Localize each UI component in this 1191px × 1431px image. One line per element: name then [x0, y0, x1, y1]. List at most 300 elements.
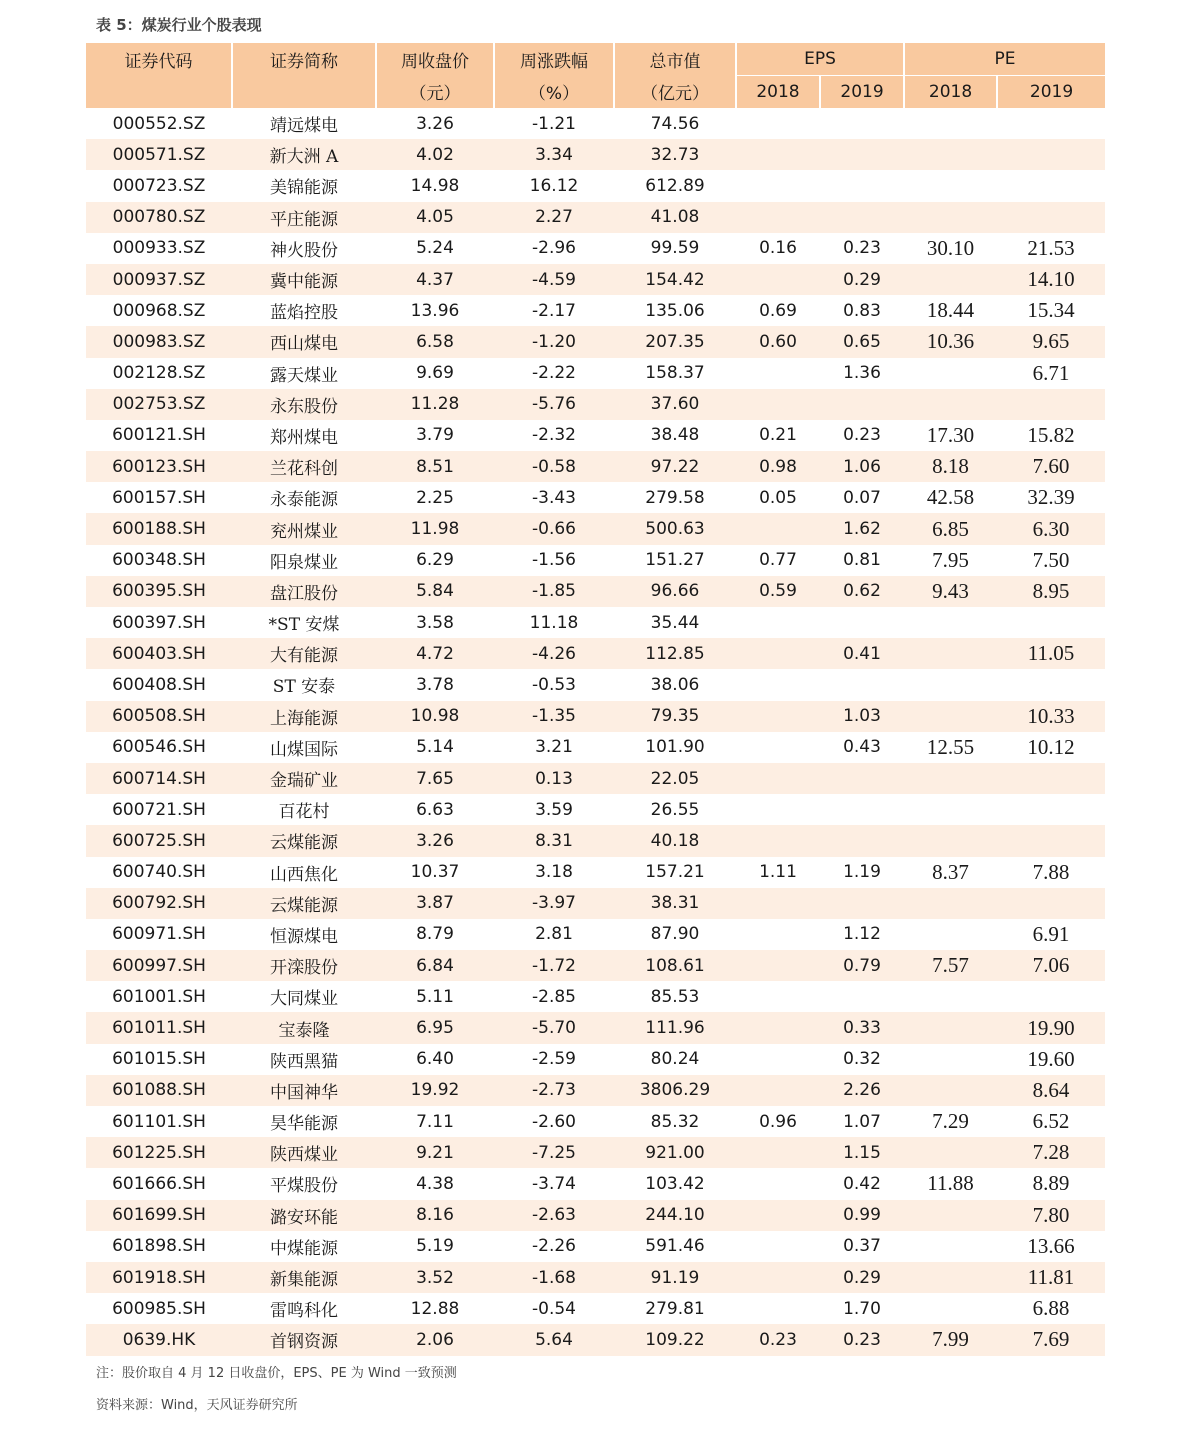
- table-row: [86, 513, 1105, 544]
- cell-pe-2019: 13.66: [1027, 1233, 1075, 1258]
- cell-name: 西山煤电: [232, 326, 376, 357]
- cell-eps-2019: [820, 669, 904, 700]
- cell-close: 6.84: [376, 950, 494, 981]
- header-pe-2018: 2018: [904, 76, 997, 109]
- table-row: [86, 264, 1105, 295]
- cell-mktcap: 87.90: [650, 924, 700, 945]
- cell-name: 美锦能源: [270, 178, 338, 199]
- cell-close: 14.98: [410, 175, 460, 196]
- cell-pe-2018: [904, 1012, 997, 1043]
- cell-close: 5.19: [416, 1236, 454, 1257]
- cell-code: 000968.SZ: [112, 300, 206, 321]
- cell-eps-2019: 1.70: [843, 1298, 881, 1319]
- cell-code: 600714.SH: [86, 763, 232, 794]
- cell-name: 郑州煤电: [270, 427, 338, 448]
- table-row: [86, 1262, 1105, 1293]
- cell-change: -5.76: [494, 389, 614, 420]
- cell-eps-2019: 1.12: [843, 924, 881, 945]
- cell-eps-2019: 0.29: [820, 264, 904, 295]
- header-pe-2019: 2019: [997, 76, 1105, 109]
- cell-pe-2019: 15.34: [1027, 298, 1075, 323]
- cell-eps-2018: 0.16: [759, 238, 797, 259]
- cell-pe-2019: 7.06: [997, 950, 1105, 981]
- cell-name: *ST 安煤: [268, 615, 340, 636]
- table-row: [86, 295, 1105, 326]
- cell-mktcap: 591.46: [645, 1236, 705, 1257]
- cell-eps-2018: [736, 1231, 820, 1262]
- cell-eps-2019: [820, 202, 904, 233]
- cell-name: 开滦股份: [232, 950, 376, 981]
- cell-name: 云煤能源: [232, 825, 376, 856]
- cell-close: 5.14: [416, 737, 454, 758]
- cell-close: 10.98: [376, 701, 494, 732]
- cell-name: 山西焦化: [270, 864, 338, 885]
- cell-mktcap: 157.21: [645, 862, 705, 883]
- cell-pe-2019: 19.90: [997, 1012, 1105, 1043]
- cell-change: -1.68: [494, 1262, 614, 1293]
- cell-change: -3.97: [494, 888, 614, 919]
- cell-close: 2.06: [376, 1324, 494, 1355]
- cell-close: 4.72: [376, 638, 494, 669]
- cell-eps-2019: [820, 389, 904, 420]
- cell-code: 600348.SH: [112, 550, 206, 571]
- cell-code: 600546.SH: [112, 737, 206, 758]
- cell-pe-2018: 9.43: [904, 576, 997, 607]
- cell-pe-2019: 32.39: [1027, 485, 1075, 510]
- cell-code: 000723.SZ: [112, 175, 206, 196]
- cell-code: 600985.SH: [112, 1298, 206, 1319]
- cell-eps-2018: [736, 1044, 820, 1075]
- cell-eps-2018: [736, 1200, 820, 1231]
- header-mktcap: 总市值: [614, 43, 736, 76]
- cell-eps-2019: [820, 763, 904, 794]
- cell-change: -1.85: [494, 576, 614, 607]
- cell-pe-2018: [904, 170, 997, 201]
- cell-close: 3.58: [416, 612, 454, 633]
- cell-close: 4.37: [376, 264, 494, 295]
- coal-stock-table: [86, 43, 1105, 1356]
- cell-pe-2019: 8.95: [997, 576, 1105, 607]
- cell-name: 陕西煤业: [232, 1137, 376, 1168]
- cell-pe-2019: [997, 981, 1105, 1012]
- cell-eps-2018: 0.21: [759, 425, 797, 446]
- cell-change: 3.21: [535, 737, 573, 758]
- cell-pe-2019: 10.12: [1027, 734, 1075, 759]
- cell-code: 601225.SH: [86, 1137, 232, 1168]
- cell-eps-2019: 0.99: [820, 1200, 904, 1231]
- table-row: [86, 139, 1105, 170]
- cell-code: 002753.SZ: [86, 389, 232, 420]
- cell-mktcap: 279.58: [645, 487, 705, 508]
- cell-pe-2018: 10.36: [904, 326, 997, 357]
- cell-change: -2.63: [494, 1200, 614, 1231]
- table-row: [86, 1044, 1105, 1075]
- table-row: [86, 1231, 1105, 1262]
- cell-name: 新大洲 A: [232, 139, 376, 170]
- cell-mktcap: 38.31: [614, 888, 736, 919]
- cell-pe-2018: 8.37: [932, 859, 969, 884]
- cell-name: 云煤能源: [232, 888, 376, 919]
- cell-mktcap: 158.37: [645, 363, 705, 384]
- cell-name: 盘江股份: [232, 576, 376, 607]
- cell-code: 601011.SH: [86, 1012, 232, 1043]
- cell-close: 6.95: [376, 1012, 494, 1043]
- cell-pe-2019: [997, 170, 1105, 201]
- cell-eps-2019: 1.06: [820, 451, 904, 482]
- cell-mktcap: 612.89: [645, 175, 705, 196]
- cell-close: 3.52: [376, 1262, 494, 1293]
- cell-code: 601088.SH: [86, 1075, 232, 1106]
- cell-code: 600408.SH: [112, 674, 206, 695]
- cell-eps-2018: [736, 1075, 820, 1106]
- cell-code: 600157.SH: [112, 487, 206, 508]
- cell-eps-2018: [736, 358, 820, 389]
- cell-eps-2019: 0.79: [820, 950, 904, 981]
- cell-mktcap: 151.27: [645, 550, 705, 571]
- cell-pe-2018: 7.95: [932, 547, 969, 572]
- cell-eps-2018: 0.96: [759, 1111, 797, 1132]
- cell-change: 2.27: [494, 202, 614, 233]
- cell-eps-2019: 0.81: [843, 550, 881, 571]
- cell-pe-2018: [904, 139, 997, 170]
- cell-eps-2019: [820, 825, 904, 856]
- cell-close: 6.63: [416, 799, 454, 820]
- cell-eps-2018: 0.77: [759, 550, 797, 571]
- cell-pe-2018: 17.30: [926, 422, 975, 447]
- cell-mktcap: 40.18: [614, 825, 736, 856]
- table-caption: 表 5：煤炭行业个股表现: [96, 16, 262, 34]
- cell-eps-2018: [736, 389, 820, 420]
- cell-name: 潞安环能: [232, 1200, 376, 1231]
- cell-eps-2018: [736, 202, 820, 233]
- cell-pe-2018: [904, 701, 997, 732]
- cell-eps-2018: [736, 513, 820, 544]
- cell-change: -7.25: [494, 1137, 614, 1168]
- cell-close: 5.84: [376, 576, 494, 607]
- cell-code: 601898.SH: [112, 1236, 206, 1257]
- cell-change: -2.59: [532, 1049, 576, 1070]
- table-row: [86, 451, 1105, 482]
- cell-name: 中煤能源: [270, 1238, 338, 1259]
- cell-mktcap: 135.06: [645, 300, 705, 321]
- table-row: [86, 202, 1105, 233]
- cell-name: 蓝焰控股: [270, 303, 338, 324]
- cell-mktcap: 97.22: [614, 451, 736, 482]
- table-row: [86, 1200, 1105, 1231]
- cell-pe-2019: [997, 669, 1105, 700]
- cell-pe-2019: 15.82: [1027, 422, 1075, 447]
- cell-close: 5.24: [416, 238, 454, 259]
- cell-name: 金瑞矿业: [232, 763, 376, 794]
- cell-close: 3.26: [416, 113, 454, 134]
- cell-eps-2019: [820, 794, 904, 825]
- cell-mktcap: 26.55: [650, 799, 700, 820]
- cell-close: 8.79: [416, 924, 454, 945]
- cell-change: -2.73: [494, 1075, 614, 1106]
- cell-code: 600792.SH: [86, 888, 232, 919]
- cell-change: -0.66: [494, 513, 614, 544]
- cell-code: 600188.SH: [86, 513, 232, 544]
- table-row: [86, 763, 1105, 794]
- cell-mktcap: 80.24: [650, 1049, 700, 1070]
- table-row: [86, 857, 1105, 888]
- cell-name: 神火股份: [270, 240, 338, 261]
- header-code: 证券代码: [86, 43, 232, 76]
- cell-mktcap: 921.00: [614, 1137, 736, 1168]
- cell-pe-2019: 11.05: [997, 638, 1105, 669]
- table-row: [86, 638, 1105, 669]
- cell-eps-2019: 0.23: [843, 238, 881, 259]
- cell-eps-2019: [820, 888, 904, 919]
- cell-eps-2018: 0.69: [759, 300, 797, 321]
- cell-pe-2019: [997, 888, 1105, 919]
- cell-name: 宝泰隆: [232, 1012, 376, 1043]
- cell-eps-2019: [820, 170, 904, 201]
- header-eps-2019: 2019: [820, 76, 904, 109]
- cell-eps-2019: 0.07: [843, 487, 881, 508]
- cell-name: 百花村: [278, 802, 330, 823]
- header-change: 周涨跌幅: [494, 43, 614, 76]
- cell-eps-2019: 0.43: [843, 737, 881, 758]
- cell-name: 雷鸣科化: [270, 1301, 338, 1322]
- cell-eps-2018: [736, 1293, 820, 1324]
- cell-close: 12.88: [410, 1298, 460, 1319]
- cell-mktcap: 96.66: [614, 576, 736, 607]
- table-row: [86, 482, 1105, 513]
- cell-eps-2019: 0.23: [820, 1324, 904, 1355]
- cell-pe-2018: [904, 763, 997, 794]
- cell-pe-2019: [997, 108, 1105, 139]
- cell-eps-2018: 0.23: [736, 1324, 820, 1355]
- table-row: [86, 919, 1105, 950]
- cell-pe-2018: 6.85: [904, 513, 997, 544]
- cell-close: 6.58: [376, 326, 494, 357]
- cell-name: ST 安泰: [272, 677, 336, 698]
- cell-pe-2018: 7.57: [904, 950, 997, 981]
- cell-eps-2019: 0.83: [843, 300, 881, 321]
- cell-code: 000571.SZ: [86, 139, 232, 170]
- cell-change: -0.53: [532, 674, 576, 695]
- cell-mktcap: 500.63: [614, 513, 736, 544]
- cell-change: -4.59: [494, 264, 614, 295]
- cell-close: 6.40: [416, 1049, 454, 1070]
- cell-code: 000937.SZ: [86, 264, 232, 295]
- cell-eps-2018: 0.60: [736, 326, 820, 357]
- cell-pe-2018: [904, 888, 997, 919]
- cell-mktcap: 85.53: [650, 986, 700, 1007]
- table-row: [86, 1012, 1105, 1043]
- cell-eps-2018: [736, 794, 820, 825]
- cell-eps-2018: [736, 1137, 820, 1168]
- cell-change: 3.34: [494, 139, 614, 170]
- cell-pe-2018: [904, 389, 997, 420]
- cell-eps-2019: 0.23: [843, 425, 881, 446]
- table-row: [86, 108, 1105, 139]
- cell-name: 上海能源: [232, 701, 376, 732]
- cell-name: 平庄能源: [232, 202, 376, 233]
- cell-mktcap: 279.81: [645, 1298, 705, 1319]
- cell-pe-2018: 8.18: [904, 451, 997, 482]
- cell-change: 3.18: [535, 862, 573, 883]
- cell-eps-2018: [736, 1262, 820, 1293]
- cell-mktcap: 244.10: [614, 1200, 736, 1231]
- cell-pe-2018: [904, 264, 997, 295]
- cell-change: 2.81: [535, 924, 573, 945]
- table-row: [86, 1106, 1105, 1137]
- cell-eps-2018: [736, 701, 820, 732]
- table-row: [86, 607, 1105, 638]
- cell-pe-2019: 21.53: [1027, 235, 1075, 260]
- cell-change: -1.35: [494, 701, 614, 732]
- cell-change: -2.32: [532, 425, 576, 446]
- cell-eps-2019: 1.36: [843, 363, 881, 384]
- cell-change: -2.60: [532, 1111, 576, 1132]
- cell-pe-2018: [904, 1075, 997, 1106]
- cell-pe-2019: 8.64: [997, 1075, 1105, 1106]
- table-row: [86, 732, 1105, 763]
- cell-change: -3.74: [532, 1173, 576, 1194]
- cell-close: 9.21: [376, 1137, 494, 1168]
- cell-mktcap: 22.05: [614, 763, 736, 794]
- cell-eps-2018: [736, 264, 820, 295]
- cell-code: 601918.SH: [86, 1262, 232, 1293]
- cell-name: 露天煤业: [270, 365, 338, 386]
- cell-name: 兰花科创: [232, 451, 376, 482]
- cell-pe-2018: [904, 1200, 997, 1231]
- cell-name: 永泰能源: [270, 490, 338, 511]
- header-pe: PE: [904, 43, 1105, 76]
- table-row: [86, 1075, 1105, 1106]
- cell-eps-2019: 0.62: [820, 576, 904, 607]
- cell-eps-2019: [820, 108, 904, 139]
- cell-eps-2019: 1.03: [820, 701, 904, 732]
- cell-pe-2019: [997, 794, 1105, 825]
- cell-eps-2019: 0.32: [843, 1049, 881, 1070]
- cell-close: 7.11: [416, 1111, 454, 1132]
- cell-change: -1.21: [532, 113, 576, 134]
- cell-eps-2019: 0.41: [820, 638, 904, 669]
- cell-code: 600721.SH: [112, 799, 206, 820]
- cell-pe-2018: 18.44: [926, 298, 975, 323]
- cell-change: 16.12: [529, 175, 579, 196]
- cell-eps-2018: [736, 139, 820, 170]
- cell-close: 8.51: [376, 451, 494, 482]
- cell-code: 601001.SH: [112, 986, 206, 1007]
- cell-change: -1.56: [532, 550, 576, 571]
- cell-pe-2018: 30.10: [926, 235, 975, 260]
- cell-code: 600397.SH: [112, 612, 206, 633]
- cell-pe-2019: 7.88: [1032, 859, 1070, 884]
- cell-code: 600997.SH: [86, 950, 232, 981]
- cell-change: -0.54: [532, 1298, 576, 1319]
- cell-close: 11.28: [376, 389, 494, 420]
- cell-pe-2018: [904, 919, 997, 950]
- cell-pe-2018: [904, 1293, 997, 1324]
- cell-name: 恒源煤电: [270, 926, 338, 947]
- source-note: 资料来源：Wind，天风证券研究所: [96, 1398, 298, 1413]
- cell-name: 陕西黑猫: [270, 1051, 338, 1072]
- cell-pe-2019: 6.71: [1032, 360, 1070, 385]
- cell-pe-2019: 6.91: [1032, 921, 1070, 946]
- cell-eps-2019: 0.29: [820, 1262, 904, 1293]
- cell-pe-2018: [904, 794, 997, 825]
- cell-eps-2018: [736, 607, 820, 638]
- table-row: [86, 669, 1105, 700]
- cell-eps-2018: 0.98: [736, 451, 820, 482]
- cell-close: 9.69: [416, 363, 454, 384]
- table-row: [86, 545, 1105, 576]
- cell-pe-2019: 6.30: [997, 513, 1105, 544]
- cell-pe-2019: [997, 607, 1105, 638]
- table-body: [86, 108, 1105, 1356]
- cell-eps-2018: [736, 981, 820, 1012]
- cell-pe-2018: [904, 638, 997, 669]
- table-row: [86, 1324, 1105, 1355]
- header-eps: EPS: [736, 43, 904, 76]
- cell-eps-2018: [736, 638, 820, 669]
- cell-change: -0.58: [494, 451, 614, 482]
- cell-name: 大同煤业: [270, 989, 338, 1010]
- cell-pe-2018: [904, 607, 997, 638]
- cell-code: 600403.SH: [86, 638, 232, 669]
- cell-name: 中国神华: [232, 1075, 376, 1106]
- cell-mktcap: 103.42: [645, 1173, 705, 1194]
- cell-mktcap: 99.59: [650, 238, 700, 259]
- cell-code: 000933.SZ: [112, 238, 206, 259]
- table-row: [86, 576, 1105, 607]
- cell-change: -4.26: [494, 638, 614, 669]
- cell-pe-2019: 7.69: [997, 1324, 1105, 1355]
- cell-pe-2019: 7.80: [997, 1200, 1105, 1231]
- cell-close: 5.11: [416, 986, 454, 1007]
- header-change-unit: （%）: [494, 76, 614, 109]
- cell-eps-2019: 0.33: [820, 1012, 904, 1043]
- table-row: [86, 794, 1105, 825]
- table-row: [86, 825, 1105, 856]
- cell-pe-2018: 11.88: [927, 1171, 974, 1196]
- cell-pe-2018: 12.55: [926, 734, 975, 759]
- cell-name: 兖州煤业: [232, 513, 376, 544]
- header-close: 周收盘价: [376, 43, 494, 76]
- cell-pe-2018: [904, 1044, 997, 1075]
- cell-code: 000552.SZ: [112, 113, 206, 134]
- cell-pe-2019: 14.10: [997, 264, 1105, 295]
- cell-change: -2.22: [532, 363, 576, 384]
- cell-mktcap: 41.08: [614, 202, 736, 233]
- header-name: 证券简称: [232, 43, 376, 76]
- cell-pe-2019: 19.60: [1027, 1046, 1075, 1071]
- cell-pe-2018: [904, 669, 997, 700]
- cell-pe-2018: 7.99: [904, 1324, 997, 1355]
- header-close-unit: （元）: [376, 76, 494, 109]
- cell-pe-2018: [904, 1262, 997, 1293]
- table-row: [86, 950, 1105, 981]
- cell-code: 601699.SH: [86, 1200, 232, 1231]
- table-row: [86, 888, 1105, 919]
- table-note: 注：股价取自 4 月 12 日收盘价，EPS、PE 为 Wind 一致预测: [96, 1366, 457, 1381]
- cell-mktcap: 38.06: [650, 674, 700, 695]
- cell-name: 冀中能源: [232, 264, 376, 295]
- cell-eps-2019: 0.42: [843, 1173, 881, 1194]
- table-row: [86, 1137, 1105, 1168]
- header-eps-2018: 2018: [736, 76, 820, 109]
- cell-pe-2018: [904, 1137, 997, 1168]
- cell-pe-2019: 6.52: [1032, 1109, 1070, 1134]
- cell-pe-2018: [904, 1231, 997, 1262]
- cell-mktcap: 109.22: [614, 1324, 736, 1355]
- cell-pe-2019: 9.65: [997, 326, 1105, 357]
- cell-name: 永东股份: [232, 389, 376, 420]
